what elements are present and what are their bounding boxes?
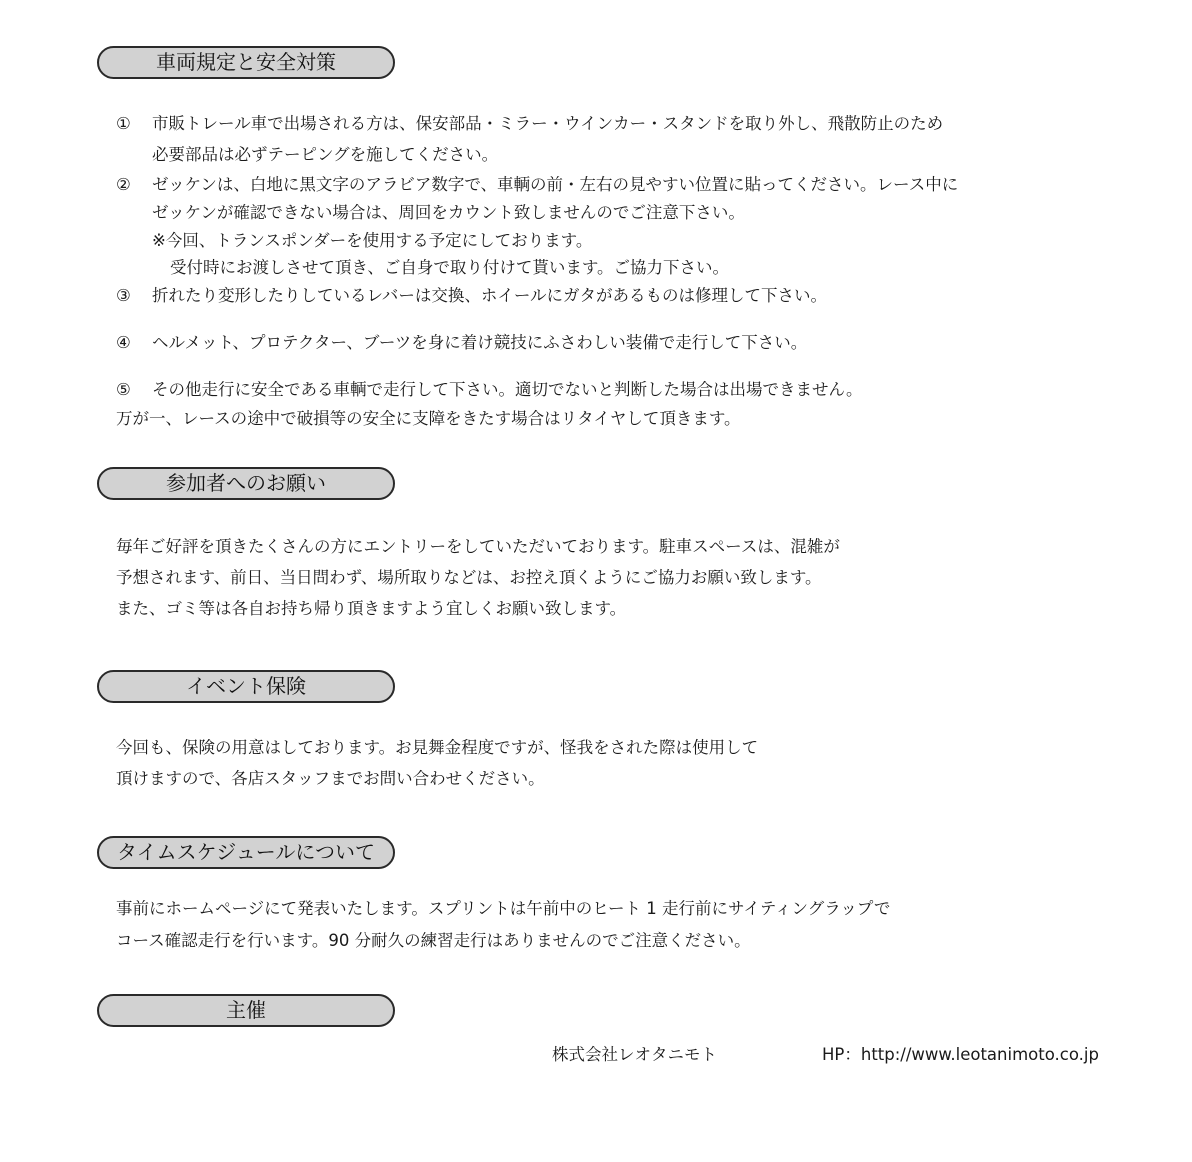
paragraph-line: 頂けますので、各店スタッフまでお問い合わせください。 — [116, 769, 545, 788]
item-text: 市販トレール車で出場される方は、保安部品・ミラー・ウインカー・スタンドを取り外し、飛散防止のため — [152, 114, 944, 133]
item-text: その他走行に安全である車輌で走行して下さい。適切でないと判断した場合は出場できません。 — [152, 380, 863, 399]
item-note: 受付時にお渡しさせて頂き、ご自身で取り付けて貰います。ご協力下さい。 — [170, 258, 730, 277]
paragraph-line: コース確認走行を行います。90 分耐久の練習走行はありませんのでご注意ください。 — [116, 931, 751, 950]
item-number: ③ — [116, 286, 131, 305]
item-number: ④ — [116, 333, 131, 352]
paragraph-line: また、ゴミ等は各自お持ち帰り頂きますよう宜しくお願い致します。 — [116, 599, 627, 618]
paragraph-line: 毎年ご好評を頂きたくさんの方にエントリーをしていただいております。駐車スペースは、混雑が — [116, 537, 840, 556]
organizer-company: 株式会社レオタニモト — [552, 1045, 717, 1064]
item-note: ※今回、トランスポンダーを使用する予定にしております。 — [152, 231, 593, 250]
paragraph-line: 事前にホームページにて発表いたします。スプリントは午前中のヒート 1 走行前にサイティングラップで — [116, 899, 891, 918]
organizer-homepage[interactable]: HP：http://www.leotanimoto.co.jp — [822, 1045, 1099, 1064]
section-heading-insurance: イベント保険 — [97, 670, 395, 703]
item-number: ① — [116, 114, 131, 133]
item-text: ヘルメット、プロテクター、ブーツを身に着け競技にふさわしい装備で走行して下さい。 — [152, 333, 808, 352]
section-heading-organizer: 主催 — [97, 994, 395, 1027]
item-number: ② — [116, 175, 131, 194]
item-text: ゼッケンが確認できない場合は、周回をカウント致しませんのでご注意下さい。 — [152, 203, 745, 222]
section-heading-schedule: タイムスケジュールについて — [97, 836, 395, 869]
item-text: 折れたり変形したりしているレバーは交換、ホイールにガタがあるものは修理して下さい。 — [152, 286, 828, 305]
section-footnote: 万が一、レースの途中で破損等の安全に支障をきたす場合はリタイヤして頂きます。 — [116, 409, 741, 428]
section-heading-request: 参加者へのお願い — [97, 467, 395, 500]
section-heading-vehicle: 車両規定と安全対策 — [97, 46, 395, 79]
item-text: ゼッケンは、白地に黒文字のアラビア数字で、車輌の前・左右の見やすい位置に貼ってください。レース中に — [152, 175, 959, 194]
item-number: ⑤ — [116, 380, 131, 399]
paragraph-line: 今回も、保険の用意はしております。お見舞金程度ですが、怪我をされた際は使用して — [116, 738, 759, 757]
item-text: 必要部品は必ずテーピングを施してください。 — [152, 145, 499, 164]
paragraph-line: 予想されます、前日、当日問わず、場所取りなどは、お控え頂くようにご協力お願い致します。 — [116, 568, 822, 587]
